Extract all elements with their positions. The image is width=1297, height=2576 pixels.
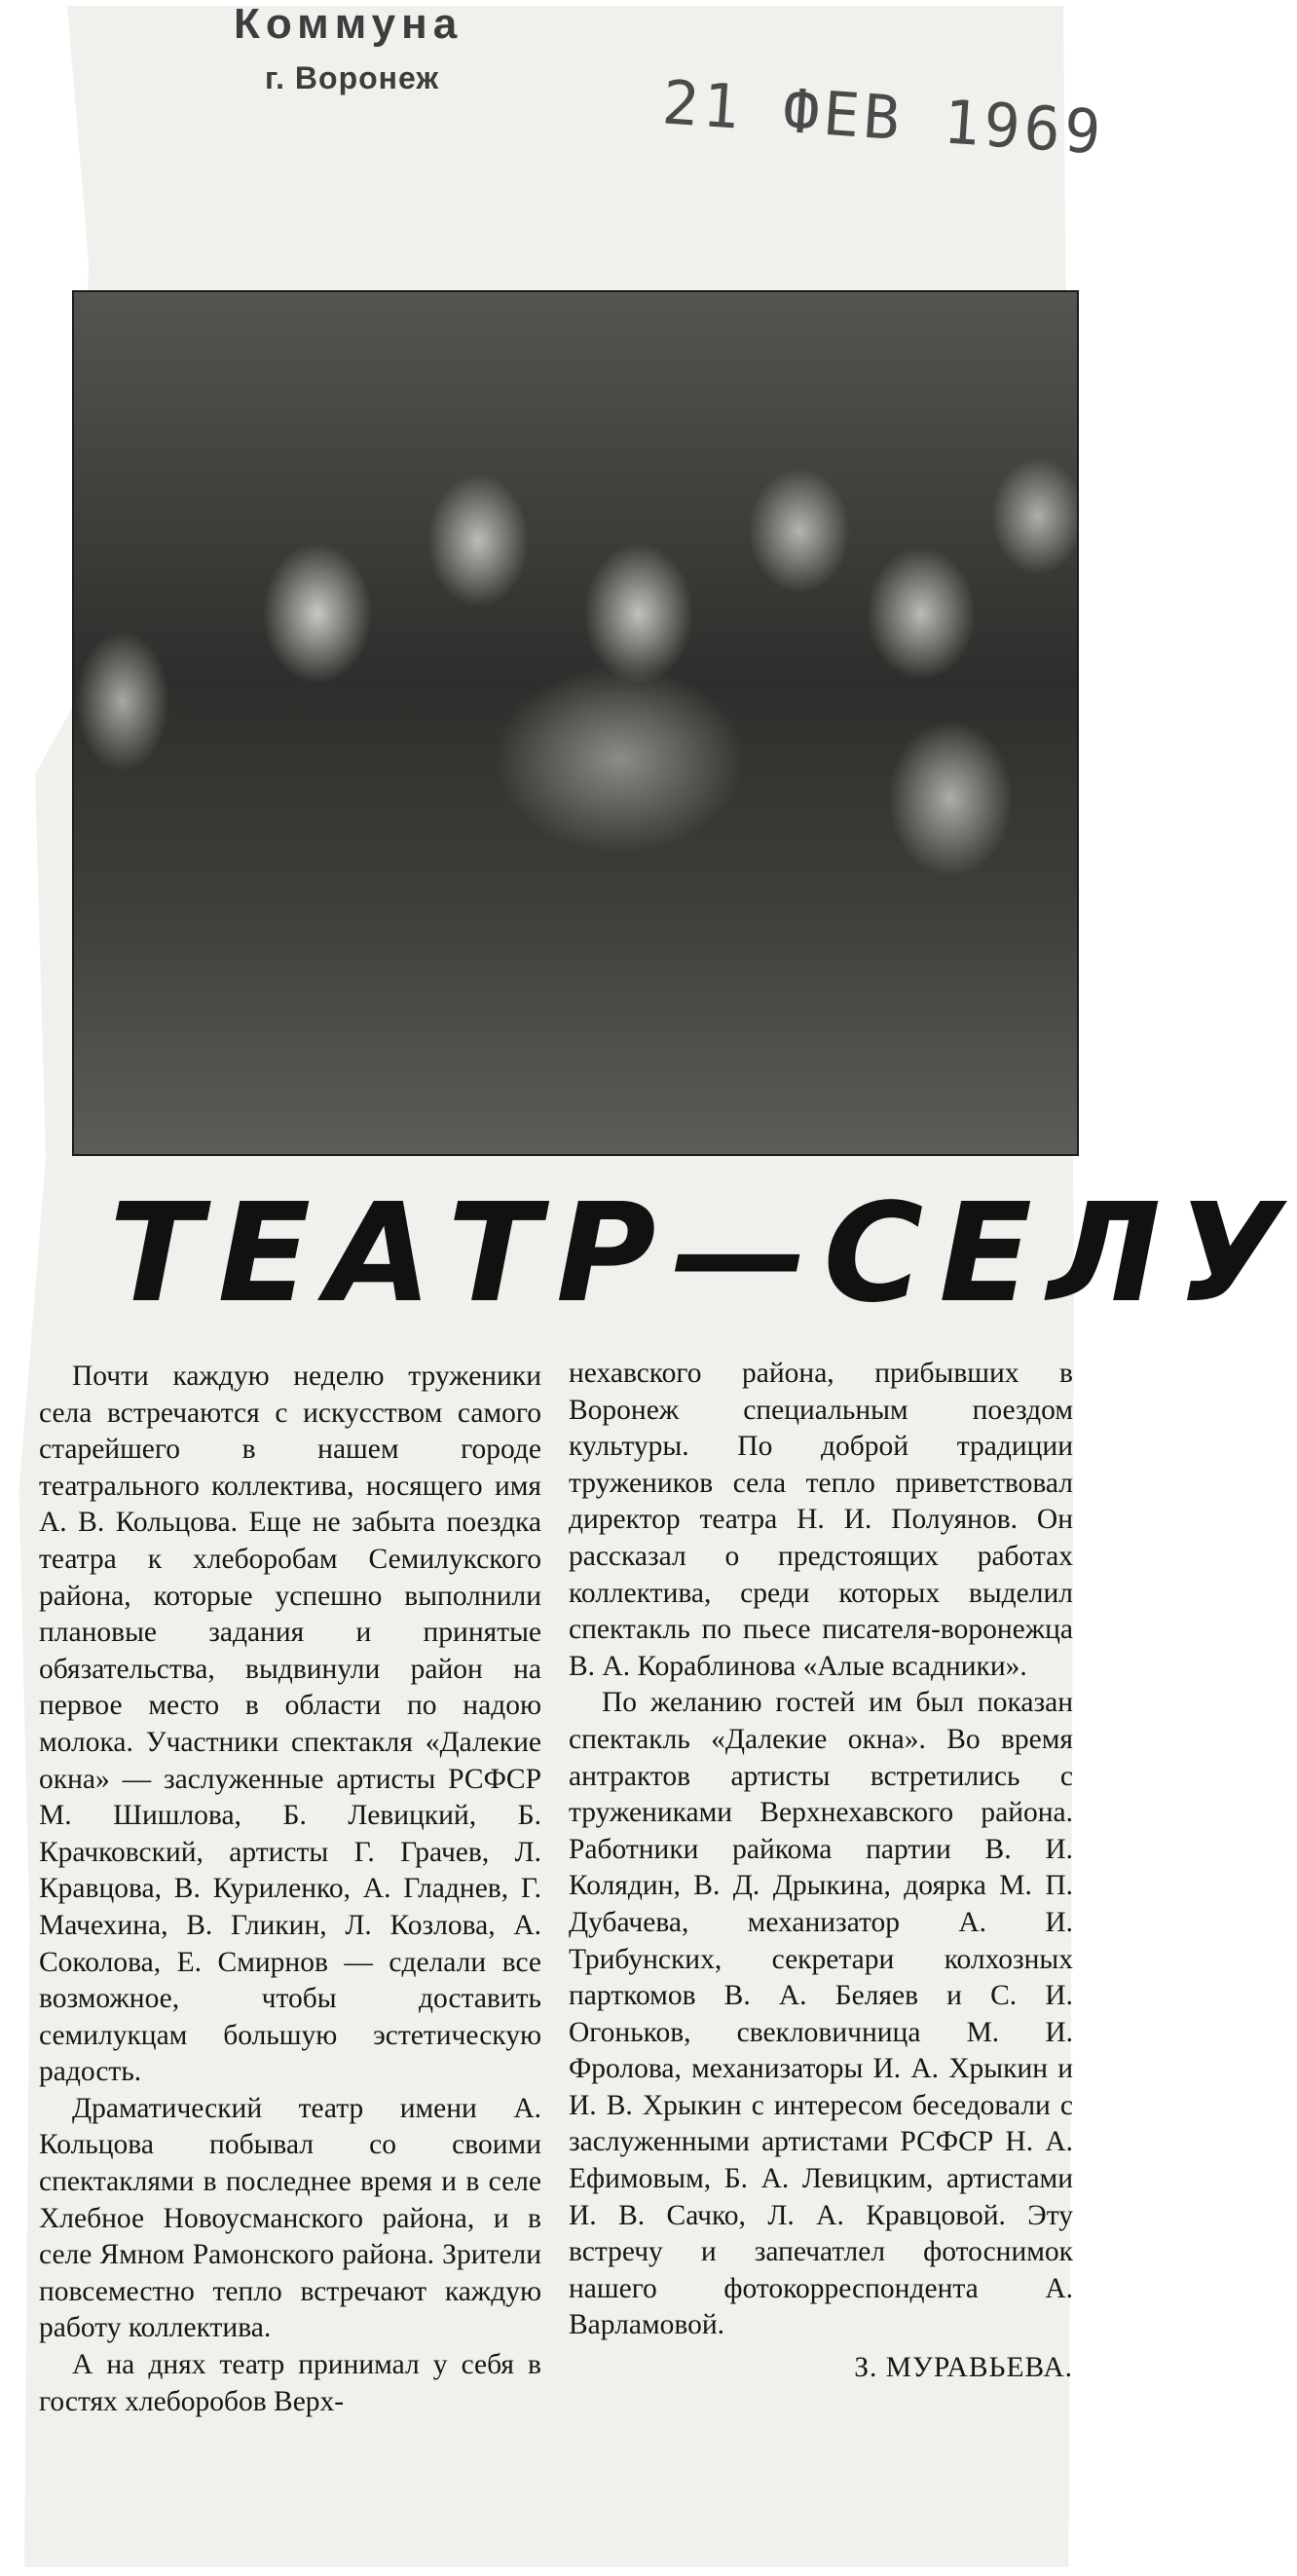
paragraph: По желанию гостей им был показан спектакль «Далекие окна». Во время антрактов артисты встретились с тружениками Верхнехавского района. Работники райкома партии В. И. Колядин, В. Д. Дрыкина, доярка М. П. Дубачева, механизатор А. И. Трибунских, секретари колхозных парткомов В. А. Беляев и С. И. Огоньков, свекловичница М. И. Фролова, механизаторы И. А. Хрыкин и И. В. Хрыкин с интересом беседовали с заслуженными артистами РСФСР Н. А. Ефимовым, Б. А. Левицким, артистами И. В. Сачко, Л. А. Кравцовой. Эту встречу и запечатлел фотоснимок нашего фотокорреспондента А. Варламовой. — [569, 1687, 1073, 2341]
paragraph: Почти каждую неделю труженики села встречаются с искусством самого старейшего в нашем городе театрального коллектива, носящего имя А. В. Кольцова. Еще не забыта поездка театра к хлеборобам Семилукского района, которые успешно выполнили плановые задания и принятые обязательства, выдвинули район на первое место в области по надою молока. Участники спектакля «Далекие окна» — заслуженные артисты РСФСР М. Шишлова, Б. Левицкий, Б. Крачковский, артисты Г. Грачев, Л. Кравцова, В. Куриленко, А. Гладнев, Г. Мачехина, В. Гликин, Л. Козлова, А. Соколова, Е. Смирнов — сделали все возможное, чтобы доставить семилукцам большую эстетическую радость. — [39, 1361, 541, 2088]
date-stamp: 21 ФЕВ 1969 — [660, 66, 1107, 168]
paragraph: нехавского района, прибывших в Воронеж специальным поездом культуры. По доброй традиции тружеников села тепло приветствовал директор театра Н. И. Полуянов. Он рассказал о предстоящих работах коллектива, среди которых выделил спектакль по пьесе писателя-воронежца В. А. Кораблинова «Алые всадники». — [569, 1358, 1073, 1682]
article-photo — [72, 290, 1079, 1156]
city-label: г. Воронеж — [265, 60, 440, 95]
headline: ТЕАТР—СЕЛУ — [109, 1175, 1297, 1333]
paragraph: А на днях театр принимал у себя в гостях хлеборобов Верх- — [39, 2349, 541, 2417]
newspaper-name: Коммуна — [234, 0, 463, 48]
article-column-right — [569, 1356, 1073, 2387]
article-column-left — [39, 1359, 541, 2420]
paragraph: Драматический театр имени А. Кольцова побывал со своими спектаклями в последнее время и в селе Хлебное Новоусманского района, и в селе Ямном Рамонского района. Зрители повсеместно тепло встречают каждую работу коллектива. — [39, 2092, 541, 2344]
author-signature: З. МУРАВЬЕВА. — [854, 2352, 1073, 2384]
